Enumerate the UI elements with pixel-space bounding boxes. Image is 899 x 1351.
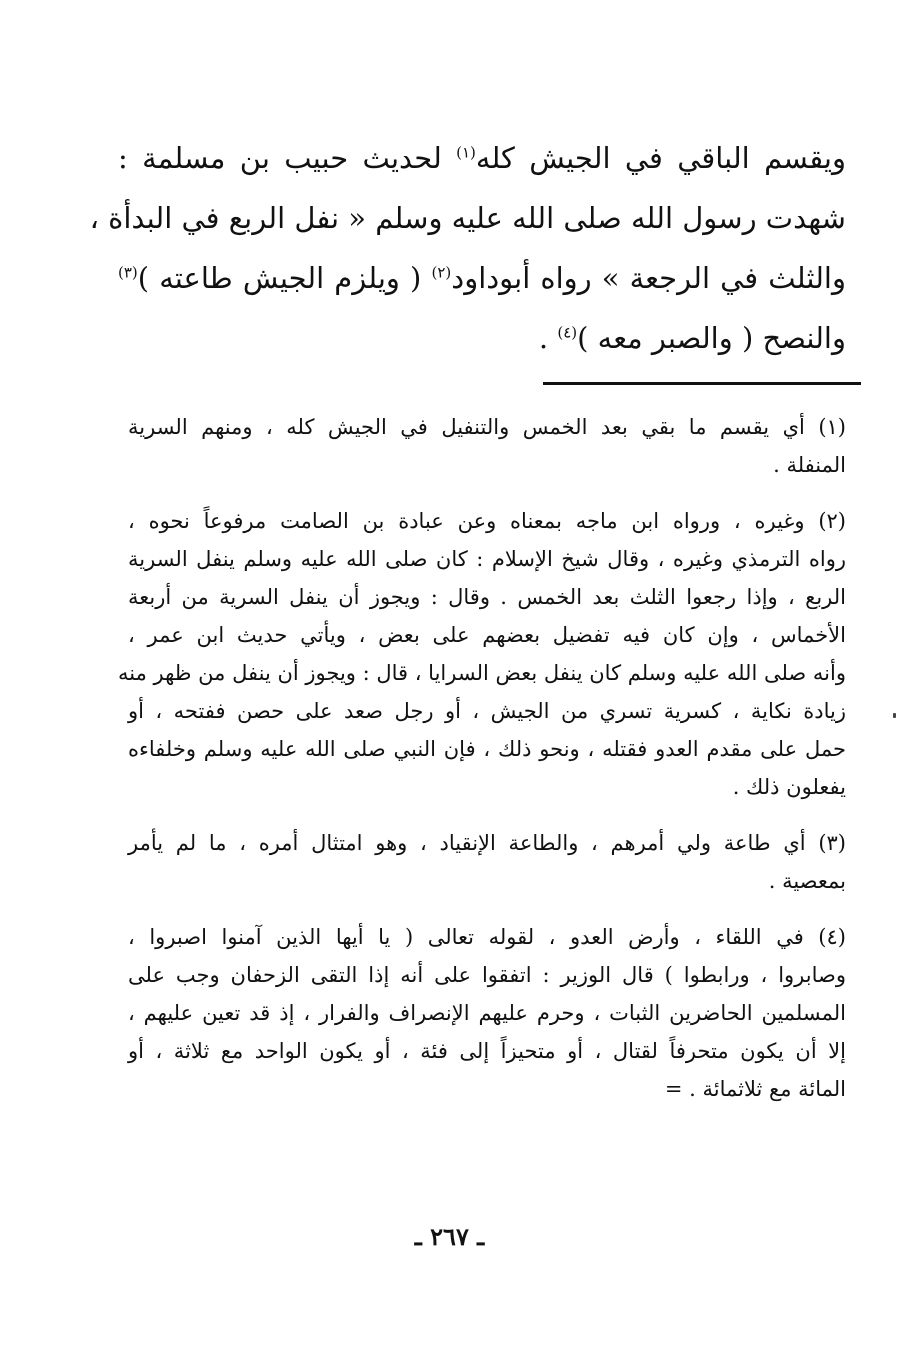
- main-text-line: [118, 248, 846, 308]
- footnote-line: وأنه صلى الله عليه وسلم كان ينفل بعض السرايا ، قال : ويجوز أن ينفل من ظهر منه: [118, 661, 846, 685]
- main-text-block: [89, 128, 846, 368]
- footnote-3: [128, 824, 846, 900]
- main-text-segment: ( ويلزم الجيش طاعته ): [137, 261, 432, 295]
- main-text-segment: ويقسم الباقي في الجيش كله: [475, 141, 846, 175]
- main-text-segment: والنصح ( والصبر معه ): [577, 321, 846, 355]
- footnote-ref-4: (٤): [557, 323, 578, 342]
- page-number: ـ ٢٦٧ ـ: [414, 1222, 485, 1251]
- main-text-segment: والثلث في الرجعة » رواه أبوداود: [451, 261, 846, 295]
- main-text-line: [118, 128, 846, 188]
- footnote-line: حمل على مقدم العدو فقتله ، ونحو ذلك ، فإن النبي صلى الله عليه وسلم وخلفاءه: [128, 737, 846, 761]
- footnote-line: يفعلون ذلك .: [732, 775, 846, 799]
- footnote-ref-1: (١): [456, 143, 476, 162]
- footnote-line: (١) أي يقسم ما بقي بعد الخمس والتنفيل في الجيش كله ، ومنهم السرية: [128, 415, 846, 439]
- footnote-line: زيادة نكاية ، كسرية تسري من الجيش ، أو رجل صعد على حصن ففتحه ، أو: [128, 699, 846, 723]
- footnote-separator: [543, 382, 861, 385]
- footnote-line: المنفلة .: [773, 453, 846, 477]
- footnote-line: المسلمين الحاضرين الثبات ، وحرم عليهم الإنصراف والفرار ، إذ قد تعين عليهم ،: [128, 1001, 846, 1025]
- footnote-line: (٤) في اللقاء ، وأرض العدو ، لقوله تعالى ( يا أيها الذين آمنوا اصبروا ،: [128, 925, 846, 949]
- main-text-line: [118, 308, 846, 368]
- footnote-line: الأخماس ، وإن كان فيه تفضيل بعضهم على بعض ، ويأتي حديث ابن عمر ،: [128, 623, 846, 647]
- footnote-line: (٢) وغيره ، ورواه ابن ماجه بمعناه وعن عبادة بن الصامت مرفوعاً نحوه ،: [128, 509, 846, 533]
- main-text-segment: لحديث حبيب بن مسلمة :: [118, 141, 457, 175]
- footnote-line: المائة مع ثلاثمائة . =: [664, 1077, 846, 1101]
- footnote-ref-2: (٢): [431, 263, 452, 282]
- margin-mark: [893, 713, 896, 718]
- footnote-line: بمعصية .: [768, 869, 846, 893]
- main-text-line: شهدت رسول الله صلى الله عليه وسلم « نفل الربع في البدأة ،: [89, 201, 846, 235]
- main-text-segment: .: [538, 321, 558, 355]
- footnote-4: [128, 918, 846, 1108]
- footnotes-section: [118, 408, 846, 1126]
- footnote-ref-3: (٣): [118, 263, 138, 282]
- footnote-line: الربع ، وإذا رجعوا الثلث بعد الخمس . وقال : ويجوز أن ينفل السرية من أربعة: [128, 585, 846, 609]
- footnote-1: [128, 408, 846, 484]
- footnote-2: [118, 502, 846, 806]
- footnote-line: وصابروا ، ورابطوا ) قال الوزير : اتفقوا على أنه إذا التقى الزحفان وجب على: [128, 963, 846, 987]
- footnote-line: إلا أن يكون متحرفاً لقتال ، أو متحيزاً إلى فئة ، أو يكون الواحد مع ثلاثة ، أو: [128, 1039, 846, 1063]
- footnote-line: رواه الترمذي وغيره ، وقال شيخ الإسلام : كان صلى الله عليه وسلم ينفل السرية: [128, 547, 846, 571]
- footnote-line: (٣) أي طاعة ولي أمرهم ، والطاعة الإنقياد ، وهو امتثال أمره ، ما لم يأمر: [128, 831, 846, 855]
